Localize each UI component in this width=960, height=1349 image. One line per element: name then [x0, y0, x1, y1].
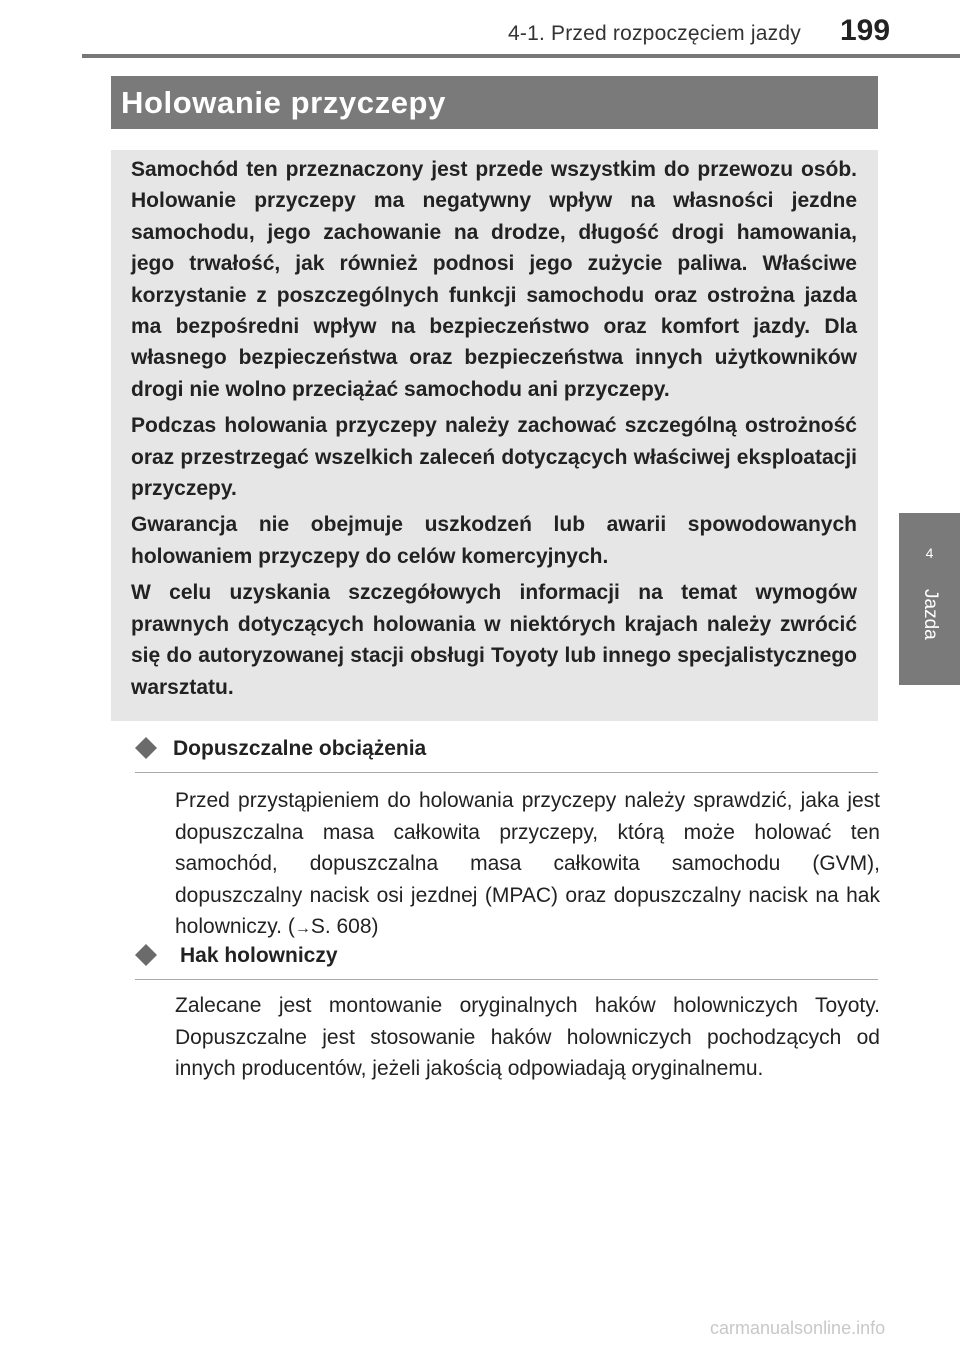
diamond-bullet-icon [135, 944, 157, 966]
page-number: 199 [840, 14, 891, 47]
notice-box [111, 150, 878, 721]
load-limits-text: Przed przystąpieniem do holowania przyczepy należy sprawdzić, jaka jest dopuszczalna masa całkowita przyczepy, którą może holować ten samochód, dopuszczalna masa całkowita samochodu (GVM), dopuszczalny nacisk osi jezdnej (MPAC) oraz dopuszczalny nacisk na hak holowniczy. ( [175, 789, 880, 939]
notice-paragraph: Samochód ten przeznaczony jest przede wszystkim do przewozu osób. Holowanie przyczepy ma negatywny wpływ na własności jezdne samochodu, jego zachowanie na drodze, długość drogi hamowania, jego trwałość, jak również podnosi jego zużycie paliwa. Właściwe korzystanie z poszczególnych funkcji samochodu oraz ostrożna jazda ma bezpośredni wpływ na bezpieczeństwo oraz komfort jazdy. Dla własnego bezpieczeństwa oraz bezpieczeństwa innych użytkowników drogi nie wolno przeciążać samochodu ani przyczepy. [131, 158, 857, 401]
load-limits-paragraph [175, 785, 880, 945]
section-heading-tow-hitch [135, 940, 878, 980]
watermark: carmanualsonline.info [710, 1318, 886, 1338]
tow-hitch-paragraph: Zalecane jest montowanie oryginalnych haków holowniczych Toyoty. Dopuszczalne jest stosowanie haków holowniczych pochodzących od innych producentów, jeżeli jakością odpowiadają oryginalnemu. [175, 994, 880, 1081]
diamond-bullet-icon [135, 737, 157, 759]
notice-paragraph: Gwarancja nie obejmuje uszkodzeń lub awarii spowodowanych holowaniem przyczepy do celów komercyjnych. [131, 513, 857, 568]
title-bar [111, 76, 878, 129]
notice-paragraph: Podczas holowania przyczepy należy zachować szczególną ostrożność oraz przestrzegać wszelkich zaleceń dotyczących właściwej eksploatacji przyczepy. [131, 414, 857, 501]
chapter-number: 4 [925, 545, 934, 561]
section-heading-text: Dopuszczalne obciążenia [173, 737, 427, 760]
chapter-label: Jazda [920, 589, 941, 640]
header-divider [82, 54, 960, 58]
section-heading-text: Hak holowniczy [180, 944, 338, 967]
section-heading-load-limits [135, 733, 878, 773]
cross-reference-arrow-icon: → [294, 920, 311, 938]
page-reference-link[interactable]: S. 608) [310, 915, 379, 939]
section-header: 4-1. Przed rozpoczęciem jazdy [508, 22, 801, 45]
page-title: Holowanie przyczepy [121, 85, 446, 120]
chapter-side-tab[interactable] [899, 513, 960, 685]
notice-paragraph: W celu uzyskania szczegółowych informacji na temat wymogów prawnych dotyczących holowania w niektórych krajach należy zwrócić się do autoryzowanej stacji obsługi Toyoty lub innego specjalistycznego warsztatu. [131, 581, 857, 699]
